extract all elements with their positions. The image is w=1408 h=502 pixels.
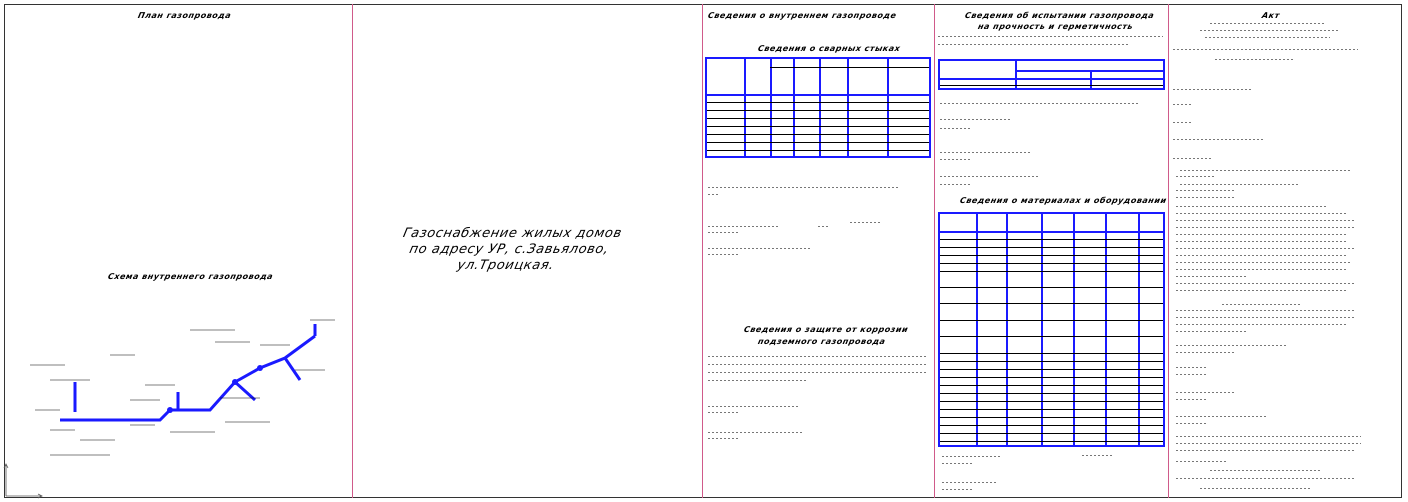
sheet-divider xyxy=(1168,4,1169,498)
test-title-line1: Сведения об испытании газопровода xyxy=(964,11,1156,20)
materials-table xyxy=(938,212,1165,447)
test-title-line2: на прочность и герметичность xyxy=(977,22,1135,31)
welds-table xyxy=(705,57,931,158)
project-title-line1: Газоснабжение жилых домов xyxy=(401,226,624,241)
welds-title: Сведения о сварных стыках xyxy=(757,44,902,53)
sheet-divider xyxy=(702,4,703,498)
project-title xyxy=(379,226,639,274)
materials-title: Сведения о материалах и оборудовании xyxy=(959,196,1168,205)
corrosion-title-line2: подземного газопровода xyxy=(757,337,887,346)
sheet3-title: Сведения о внутреннем газопроводе xyxy=(707,11,898,20)
corrosion-title-line1: Сведения о защите от коррозии xyxy=(743,325,910,334)
sheet-divider xyxy=(352,4,353,498)
coordinate-axis-icon xyxy=(2,460,48,500)
gas-scheme-diagram xyxy=(20,310,350,470)
plan-title: План газопровода xyxy=(137,11,233,20)
test-table xyxy=(938,59,1165,90)
scheme-title: Схема внутреннего газопровода xyxy=(107,272,275,281)
act-title: Акт xyxy=(1261,11,1281,20)
sheet-divider xyxy=(934,4,935,498)
project-title-line2: по адресу УР, с.Завьялово, ул.Троицкая. xyxy=(407,242,611,273)
